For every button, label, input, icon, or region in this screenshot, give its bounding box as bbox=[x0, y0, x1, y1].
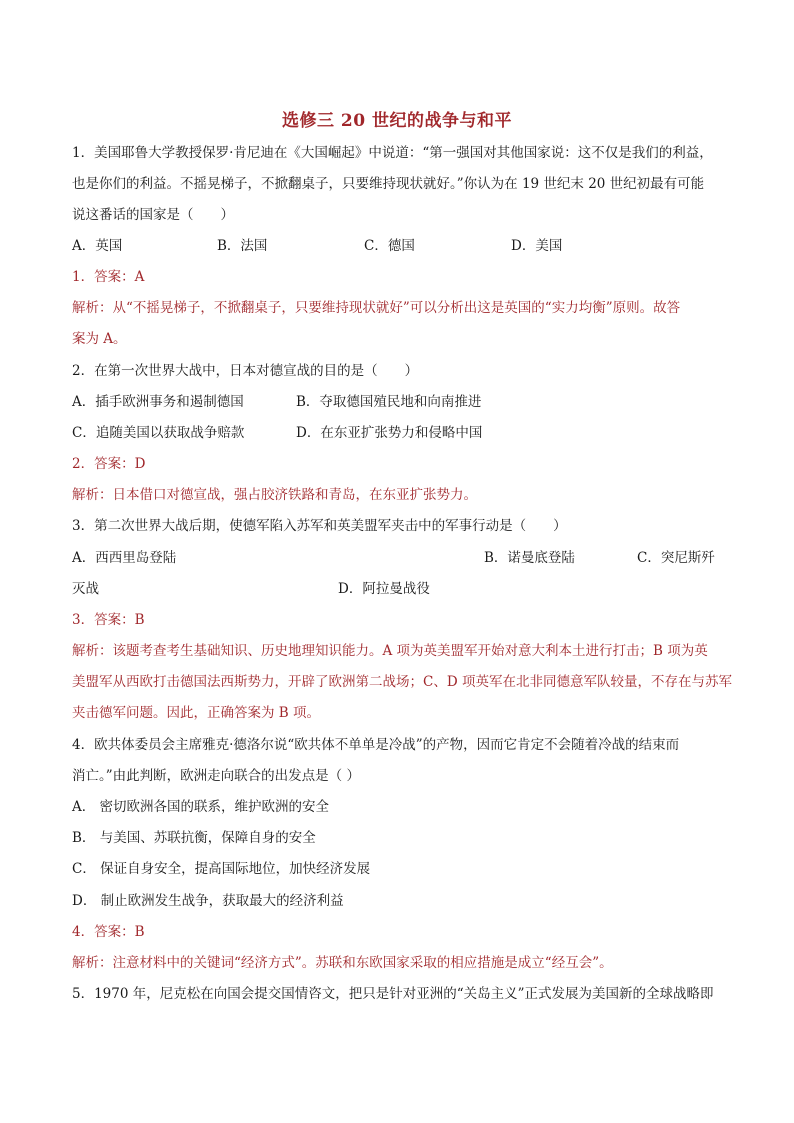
question-5-line-1: 5．1970 年，尼克松在向国会提交国情咨文，把只是针对亚洲的“关岛主义”正式发展为美国新的全球战略即 bbox=[72, 986, 714, 1002]
question-3-option-c-continued: 灭战 bbox=[72, 581, 99, 597]
question-3-explanation-line-2: 美盟军从西欧打击德国法西斯势力，开辟了欧洲第二战场；C、D 项英军在北非同德意军队较量，不存在与苏军 bbox=[72, 674, 732, 690]
question-4-line-2: 消亡。”由此判断，欧洲走向联合的出发点是（ ） bbox=[72, 768, 360, 784]
question-1-answer: 1．答案：A bbox=[72, 269, 145, 285]
question-1-line-2: 也是你们的利益。不摇晃梯子，不掀翻桌子，只要维持现状就好。”你认为在 19 世纪末 20 世纪初最有可能 bbox=[72, 176, 705, 192]
question-4-explanation: 解析：注意材料中的关键词“经济方式”。苏联和东欧国家采取的相应措施是成立“经互会”。 bbox=[72, 955, 613, 971]
question-3-explanation-line-1: 解析：该题考查考生基础知识、历史地理知识能力。A 项为英美盟军开始对意大利本土进行打击；B 项为英 bbox=[72, 643, 708, 659]
question-4-option-d: D． 制止欧洲发生战争，获取最大的经济利益 bbox=[72, 893, 344, 909]
question-4-option-a: A． 密切欧洲各国的联系，维护欧洲的安全 bbox=[72, 799, 330, 815]
question-2-answer: 2．答案：D bbox=[72, 456, 146, 472]
question-3-option-b: B．诺曼底登陆 bbox=[484, 550, 575, 566]
question-3-answer: 3．答案：B bbox=[72, 612, 145, 628]
question-2-option-d: D．在东亚扩张势力和侵略中国 bbox=[296, 425, 483, 441]
question-3-option-d: D．阿拉曼战役 bbox=[338, 581, 430, 597]
question-1-explanation-line-2: 案为 A。 bbox=[72, 331, 127, 347]
question-1-line-3: 说这番话的国家是（ ） bbox=[72, 207, 234, 223]
question-3-option-c: C．突尼斯歼 bbox=[637, 550, 715, 566]
question-4-option-b: B． 与美国、苏联抗衡，保障自身的安全 bbox=[72, 830, 316, 846]
question-3-stem: 3．第二次世界大战后期，使德军陷入苏军和英美盟军夹击中的军事行动是（ ） bbox=[72, 518, 567, 534]
page-title: 选修三 20 世纪的战争与和平 bbox=[282, 111, 512, 131]
question-1-option-b: B．法国 bbox=[217, 238, 268, 254]
question-4-answer: 4．答案：B bbox=[72, 924, 145, 940]
question-4-line-1: 4．欧共体委员会主席雅克·德洛尔说“欧共体不单单是冷战”的产物，因而它肯定不会随着冷战的结束而 bbox=[72, 737, 680, 753]
question-2-option-a: A．插手欧洲事务和遏制德国 bbox=[72, 394, 244, 410]
question-1-line-1: 1．美国耶鲁大学教授保罗·肯尼迪在《大国崛起》中说道：“第一强国对其他国家说：这不仅是我们的利益， bbox=[72, 145, 713, 161]
question-1-option-a: A．英国 bbox=[72, 238, 123, 254]
question-1-option-c: C．德国 bbox=[364, 238, 415, 254]
question-2-explanation: 解析：日本借口对德宣战，强占胶济铁路和青岛，在东亚扩张势力。 bbox=[72, 487, 477, 503]
question-3-option-a: A．西西里岛登陆 bbox=[72, 550, 177, 566]
question-3-explanation-line-3: 夹击德军问题。因此，正确答案为 B 项。 bbox=[72, 705, 321, 721]
question-2-stem: 2．在第一次世界大战中，日本对德宣战的目的是（ ） bbox=[72, 363, 419, 379]
question-1-option-d: D．美国 bbox=[511, 238, 563, 254]
question-4-option-c: C． 保证自身安全，提高国际地位，加快经济发展 bbox=[72, 861, 371, 877]
question-1-explanation-line-1: 解析：从“不摇晃梯子，不掀翻桌子，只要维持现状就好”可以分析出这是英国的“实力均衡”原则。故答 bbox=[72, 300, 681, 316]
question-2-option-b: B．夺取德国殖民地和向南推进 bbox=[296, 394, 482, 410]
question-2-option-c: C．追随美国以获取战争赔款 bbox=[72, 425, 245, 441]
